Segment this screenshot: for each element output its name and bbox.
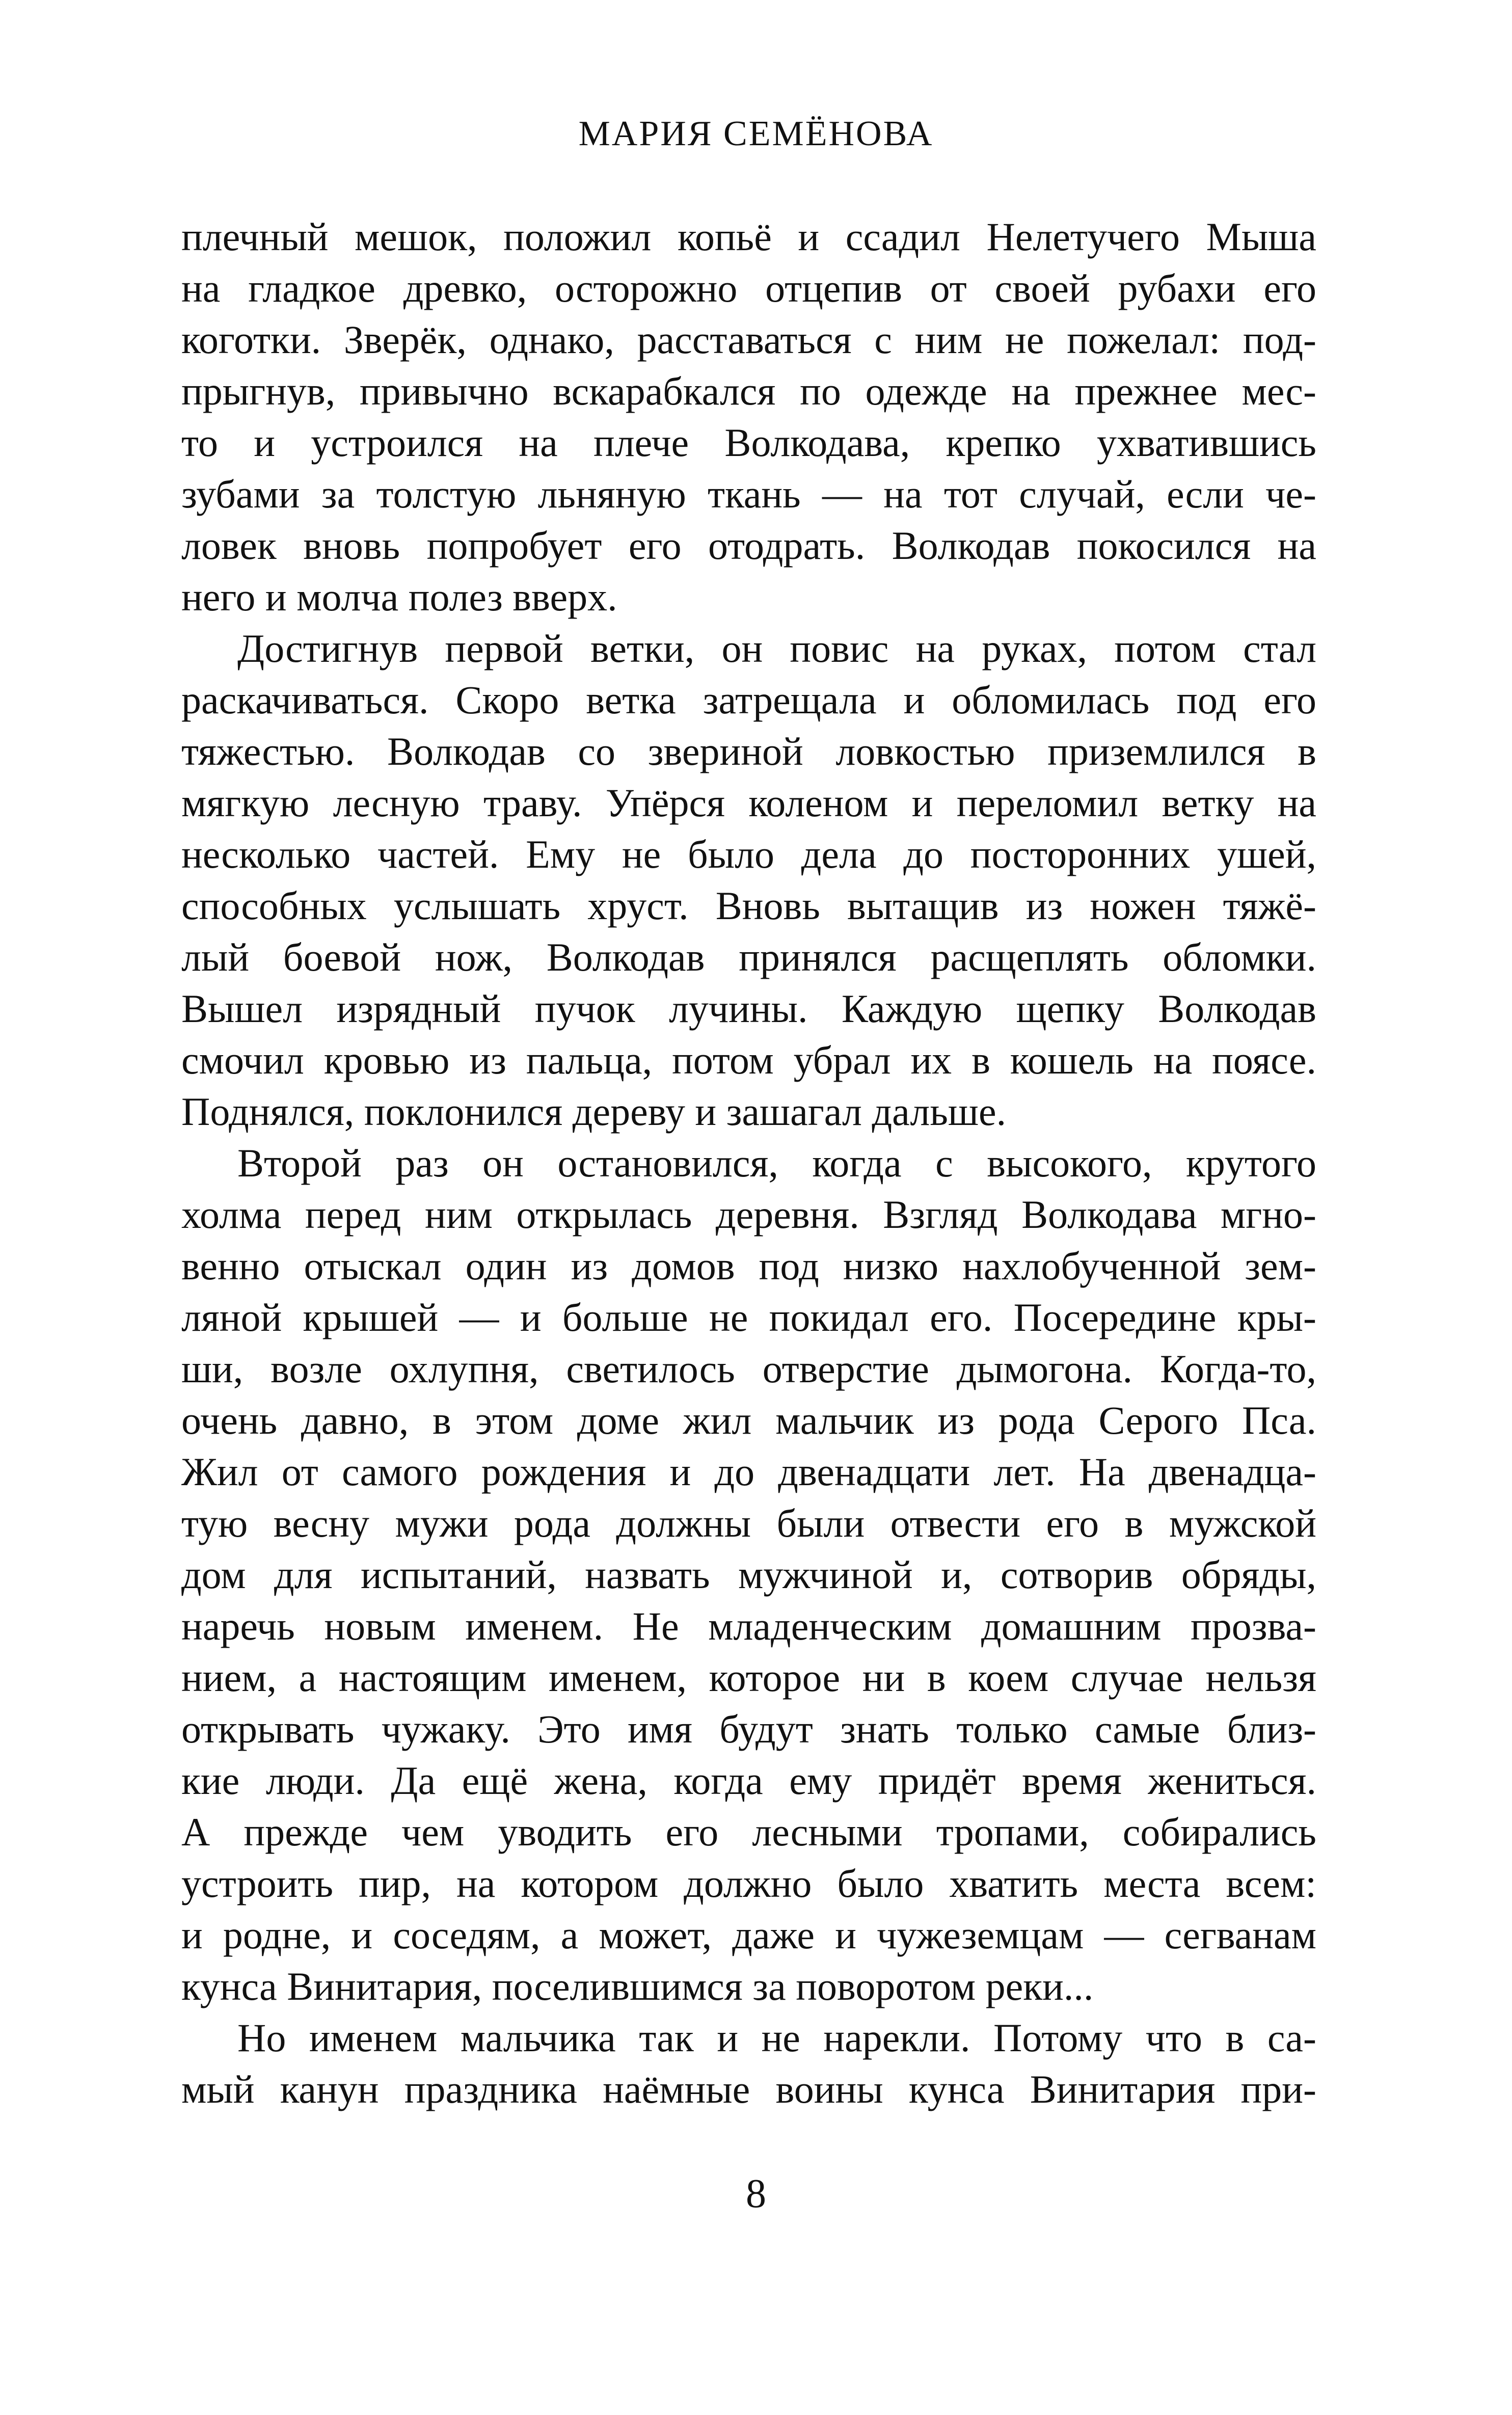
text-line: раскачиваться. Скоро ветка затрещала и обломилась под его: [181, 678, 1316, 722]
paragraph-3: [181, 1137, 1316, 2012]
text-line: дом для испытаний, назвать мужчиной и, сотворив обряды,: [181, 1552, 1316, 1597]
text-line: ляной крышей — и больше не покидал его. Посередине кры-: [181, 1295, 1316, 1339]
text-line: и родне, и соседям, а может, даже и чужеземцам — сегванам: [181, 1913, 1316, 1957]
text-line: очень давно, в этом доме жил мальчик из рода Серого Пса.: [181, 1398, 1316, 1442]
paragraph-4: [181, 2012, 1316, 2115]
text-line: лый боевой нож, Волкодав принялся расщеплять обломки.: [181, 935, 1316, 979]
text-line: на гладкое древко, осторожно отцепив от своей рубахи его: [181, 266, 1316, 310]
text-line: мый канун праздника наёмные воины кунса Винитария при-: [181, 2067, 1316, 2111]
text-line: открывать чужаку. Это имя будут знать только самые близ-: [181, 1707, 1316, 1751]
text-line: Вышел изрядный пучок лучины. Каждую щепку Волкодав: [181, 986, 1316, 1031]
text-line: тяжестью. Волкодав со звериной ловкостью приземлился в: [181, 729, 1316, 773]
paragraph-2: [181, 623, 1316, 1137]
text-line: плечный мешок, положил копьё и ссадил Нелетучего Мыша: [181, 214, 1316, 259]
text-line: А прежде чем уводить его лесными тропами, собирались: [181, 1810, 1316, 1854]
body-text: [181, 211, 1316, 2115]
text-line: прыгнув, привычно вскарабкался по одежде на прежнее мес-: [181, 369, 1316, 413]
text-line: устроить пир, на котором должно было хватить места всем:: [181, 1861, 1316, 1906]
text-line: тую весну мужи рода должны были отвести его в мужской: [181, 1501, 1316, 1545]
text-line: Достигнув первой ветки, он повис на руках, потом стал: [237, 626, 1316, 670]
text-line: холма перед ним открылась деревня. Взгляд Волкодава мгно-: [181, 1192, 1316, 1237]
text-line: Жил от самого рождения и до двенадцати лет. На двенадца-: [181, 1450, 1316, 1494]
text-line: Поднялся, поклонился дереву и зашагал дальше.: [181, 1089, 1007, 1134]
text-line: несколько частей. Ему не было дела до посторонних ушей,: [181, 832, 1316, 876]
paragraph-1: [181, 211, 1316, 623]
text-line: зубами за толстую льняную ткань — на тот случай, если че-: [181, 472, 1316, 516]
text-line: ши, возле охлупня, светилось отверстие дымогона. Когда-то,: [181, 1347, 1316, 1391]
text-line: мягкую лесную траву. Упёрся коленом и переломил ветку на: [181, 781, 1316, 825]
text-line: нием, а настоящим именем, которое ни в коем случае нельзя: [181, 1655, 1316, 1700]
text-line: наречь новым именем. Не младенческим домашним прозва-: [181, 1604, 1316, 1648]
page-number: 8: [746, 2171, 766, 2216]
text-line: Второй раз он остановился, когда с высокого, крутого: [237, 1141, 1316, 1185]
text-line: смочил кровью из пальца, потом убрал их в кошель на поясе.: [181, 1038, 1316, 1082]
text-line: венно отыскал один из домов под низко нахлобученной зем-: [181, 1244, 1316, 1288]
text-line: него и молча полез вверх.: [181, 575, 617, 619]
text-line: кунса Винитария, поселившимся за поворотом реки...: [181, 1964, 1094, 2008]
text-line: коготки. Зверёк, однако, расставаться с ним не пожелал: под-: [181, 317, 1316, 362]
text-line: то и устроился на плече Волкодава, крепко ухватившись: [181, 420, 1316, 465]
text-line: Но именем мальчика так и не нарекли. Потому что в са-: [237, 2016, 1316, 2060]
text-line: кие люди. Да ещё жена, когда ему придёт время жениться.: [181, 1758, 1316, 1803]
text-line: ловек вновь попробует его отодрать. Волкодав покосился на: [181, 523, 1316, 568]
text-line: способных услышать хруст. Вновь вытащив из ножен тяжё-: [181, 883, 1316, 928]
running-head: МАРИЯ СЕМЁНОВА: [578, 114, 934, 153]
